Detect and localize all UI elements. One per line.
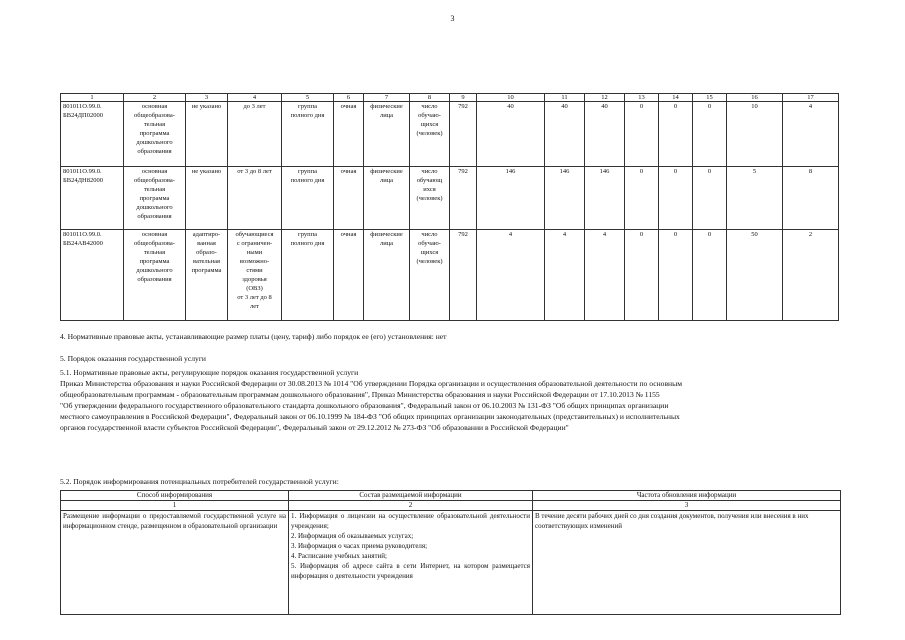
column-number-header: 3	[186, 94, 228, 102]
cell-text: здоровья	[242, 276, 267, 283]
content-item: 5. Информация об адресе сайта в сети Интернет, на котором размещается информация о деятельности учреждения	[291, 562, 530, 580]
column-number-header: 12	[585, 94, 625, 102]
cell-text: лет	[250, 303, 259, 310]
cell-c13: 0	[625, 230, 659, 321]
column-number-header: 8	[410, 94, 450, 102]
cell-text: программа	[139, 130, 170, 137]
cell-text: обучаю-	[418, 240, 441, 247]
cell-c15: 0	[693, 167, 727, 230]
cell-text: 801011О.99.0.	[63, 103, 102, 110]
cell-text: ихся	[423, 186, 436, 193]
cell-text: (человек)	[416, 130, 443, 137]
cell-text: полного дня	[290, 177, 325, 184]
legal-acts-line: местного самоуправления в Российской Федерации", Федеральный закон от 06.10.1999 № 184-ФЗ "Об общих принципах организации законодательных (представительных) и исполнительных	[60, 412, 680, 421]
cell-c13: 0	[625, 102, 659, 167]
cell-c13: 0	[625, 167, 659, 230]
cell-text: образования	[137, 276, 172, 283]
cell-c17: 8	[783, 167, 839, 230]
legal-acts-line: общеобразовательным программам - образовательным программам дошкольного образования", Приказ Министерства образования и науки Российской Федерации от 17.10.2013 № 1155	[60, 390, 660, 399]
cell-c10: 4	[477, 230, 545, 321]
cell-text: щихся	[420, 249, 439, 256]
cell-text: полного дня	[290, 112, 325, 119]
cell-text: щихся	[420, 121, 439, 128]
informing-table-row	[61, 511, 841, 615]
column-number-header: 4	[228, 94, 282, 102]
cell-text: общеобразова-	[134, 177, 175, 184]
column-number-header: 2	[124, 94, 186, 102]
cell-text: вательная	[193, 258, 220, 265]
cell-c5	[282, 167, 334, 230]
cell-c9: 792	[450, 102, 477, 167]
cell-text: число	[421, 231, 438, 238]
cell-c1	[61, 167, 124, 230]
cell-text: очная	[340, 168, 357, 175]
column-number-header: 17	[783, 94, 839, 102]
cell-c4	[228, 167, 282, 230]
legal-acts-line: Приказ Министерства образования и науки Российской Федерации от 30.08.2013 № 1014 "Об утверждении Порядка организации и осуществления образовательной деятельности по основным	[60, 379, 683, 388]
cell-c3	[186, 167, 228, 230]
cell-text: образования	[137, 213, 172, 220]
cell-text: дошкольного	[136, 139, 173, 146]
cell-text: общеобразова-	[134, 112, 175, 119]
cell-text: очная	[340, 231, 357, 238]
informing-table-header	[61, 491, 841, 501]
cell-text: не указано	[191, 168, 222, 175]
cell-text: стями	[246, 267, 263, 274]
cell-text: число	[421, 168, 438, 175]
cell-text: физические	[370, 231, 403, 238]
cell-text: возможно-	[239, 258, 270, 265]
cell-text: БВ24АВ42000	[63, 240, 103, 247]
table-row	[61, 230, 839, 321]
cell-text: тельная	[143, 186, 166, 193]
table-row	[61, 167, 839, 230]
cell-c12: 146	[585, 167, 625, 230]
cell-text: (ОВЗ)	[246, 285, 263, 292]
page-number: 3	[450, 14, 455, 23]
cell-text: дошкольного	[136, 204, 173, 211]
column-number-header: 14	[659, 94, 693, 102]
header-content: Состав размещаемой информации	[289, 491, 533, 501]
section-5-title: 5. Порядок оказания государственной услуги	[60, 354, 206, 363]
cell-text: (человек)	[416, 258, 443, 265]
cell-c3	[186, 230, 228, 321]
cell-text: группа	[298, 231, 317, 238]
cell-text: образо-	[196, 249, 217, 256]
column-number: 1	[61, 501, 289, 511]
cell-c7	[364, 230, 410, 321]
cell-text: ными	[246, 249, 263, 256]
cell-c16: 10	[727, 102, 783, 167]
cell-c15: 0	[693, 102, 727, 167]
table-row	[61, 102, 839, 167]
section-5-1-title: 5.1. Нормативные правовые акты, регулирующие порядок оказания государственной услуги	[60, 368, 359, 377]
cell-text: основная	[141, 231, 168, 238]
service-volume-table	[60, 93, 839, 321]
cell-c2	[124, 102, 186, 167]
cell-text: программа	[139, 258, 170, 265]
column-number-header: 6	[334, 94, 364, 102]
cell-text: ванная	[197, 240, 216, 247]
cell-text: общеобразова-	[134, 240, 175, 247]
column-number-header: 1	[61, 94, 124, 102]
cell-c15: 0	[693, 230, 727, 321]
cell-c8	[410, 230, 450, 321]
cell-c14: 0	[659, 102, 693, 167]
cell-c16: 50	[727, 230, 783, 321]
column-number-header: 11	[545, 94, 585, 102]
informing-frequency: В течение десяти рабочих дней со дня создания документов, получения или внесения в них соответствующих изменений	[533, 511, 841, 615]
cell-text: лица	[379, 112, 394, 119]
cell-c7	[364, 102, 410, 167]
informing-table-numbers	[61, 501, 841, 511]
content-item: 1. Информация о лицензии на осуществление образовательной деятельности учреждения;	[291, 512, 530, 530]
cell-c6	[334, 167, 364, 230]
column-number-header: 7	[364, 94, 410, 102]
cell-c4	[228, 102, 282, 167]
cell-text: образования	[137, 148, 172, 155]
column-number-header: 13	[625, 94, 659, 102]
cell-c7	[364, 167, 410, 230]
column-number-header: 5	[282, 94, 334, 102]
cell-text: от 3 до 8 лет	[237, 168, 272, 175]
cell-c16: 5	[727, 167, 783, 230]
cell-text: БВ24ДН82000	[63, 177, 103, 184]
cell-c2	[124, 230, 186, 321]
cell-text: группа	[298, 103, 317, 110]
cell-c11: 146	[545, 167, 585, 230]
cell-text: основная	[141, 168, 168, 175]
cell-c10: 146	[477, 167, 545, 230]
cell-c17: 4	[783, 102, 839, 167]
cell-text: адаптиро-	[192, 231, 221, 238]
cell-text: физические	[370, 168, 403, 175]
cell-c3	[186, 102, 228, 167]
cell-c9: 792	[450, 230, 477, 321]
column-number-header: 15	[693, 94, 727, 102]
cell-c1	[61, 102, 124, 167]
cell-text: очная	[340, 103, 357, 110]
column-number: 3	[533, 501, 841, 511]
legal-acts-line: органов государственной власти субъектов Российской Федерации", Федеральный закон от 29.12.2012 № 273-ФЗ "Об образовании в Российской Федерации"	[60, 423, 569, 432]
cell-text: от 3 лет до 8	[237, 294, 272, 301]
column-number-header: 9	[450, 94, 477, 102]
header-frequency: Частота обновления информации	[533, 491, 841, 501]
cell-text: полного дня	[290, 240, 325, 247]
cell-c2	[124, 167, 186, 230]
cell-c12: 40	[585, 102, 625, 167]
cell-text: тельная	[143, 249, 166, 256]
content-item: 4. Расписание учебных занятий;	[291, 552, 387, 560]
cell-c8	[410, 167, 450, 230]
section-5-1-text	[60, 378, 840, 433]
cell-text: 801011О.99.0.	[63, 231, 102, 238]
cell-text: БВ24ДП02000	[63, 112, 103, 119]
cell-c17: 2	[783, 230, 839, 321]
cell-text: обучающ	[416, 177, 443, 184]
cell-text: с ограничен-	[236, 240, 273, 247]
cell-text: число	[421, 103, 438, 110]
cell-c5	[282, 102, 334, 167]
cell-text: лица	[379, 177, 394, 184]
cell-c8	[410, 102, 450, 167]
informing-table	[60, 490, 841, 615]
cell-text: обучаю-	[418, 112, 441, 119]
cell-text: обучающиеся	[235, 231, 274, 238]
cell-c1	[61, 230, 124, 321]
informing-content	[289, 511, 533, 615]
cell-c11: 4	[545, 230, 585, 321]
table-header-row	[61, 94, 839, 102]
cell-c5	[282, 230, 334, 321]
cell-text: дошкольного	[136, 267, 173, 274]
cell-c14: 0	[659, 230, 693, 321]
cell-text: (человек)	[416, 195, 443, 202]
section-5-2-title: 5.2. Порядок информирования потенциальных потребителей государственной услуги:	[60, 477, 339, 486]
cell-text: тельная	[143, 121, 166, 128]
cell-c11: 40	[545, 102, 585, 167]
cell-c14: 0	[659, 167, 693, 230]
column-number: 2	[289, 501, 533, 511]
cell-text: группа	[298, 168, 317, 175]
column-number-header: 10	[477, 94, 545, 102]
cell-text: до 3 лет	[243, 103, 266, 110]
content-item: 2. Информация об оказываемых услугах;	[291, 532, 414, 540]
cell-text: программа	[139, 195, 170, 202]
cell-text: 801011О.99.0.	[63, 168, 102, 175]
cell-text: лица	[379, 240, 394, 247]
content-item: 3. Информация о часах приема руководителя;	[291, 542, 428, 550]
cell-c4	[228, 230, 282, 321]
cell-text: основная	[141, 103, 168, 110]
header-method: Способ информирования	[61, 491, 289, 501]
cell-c6	[334, 102, 364, 167]
legal-acts-line: "Об утверждении федерального государственного образовательного стандарта дошкольного образования", Федеральный закон от 06.10.2003 № 131-ФЗ "Об общих принципах организации	[60, 401, 669, 410]
section-4-text: 4. Нормативные правовые акты, устанавливающие размер платы (цену, тариф) либо порядок ее (его) установления: нет	[60, 332, 447, 341]
column-number-header: 16	[727, 94, 783, 102]
cell-c6	[334, 230, 364, 321]
cell-c12: 4	[585, 230, 625, 321]
cell-text: не указано	[191, 103, 222, 110]
informing-method: Размещение информации о предоставляемой государственной услуге на информационном стенде, размещенном в образовательной организации	[61, 511, 289, 615]
cell-c10: 40	[477, 102, 545, 167]
cell-c9: 792	[450, 167, 477, 230]
cell-text: физические	[370, 103, 403, 110]
cell-text: программа	[191, 267, 222, 274]
